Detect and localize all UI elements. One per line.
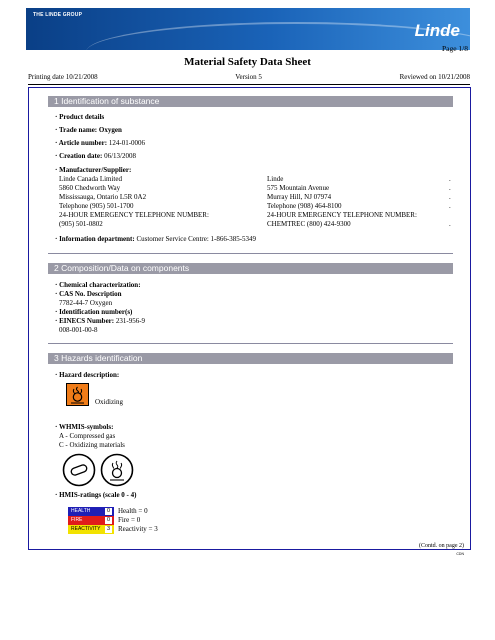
manufacturer-label: · Manufacturer/Supplier: [55, 166, 132, 174]
oxidizing-material-icon [100, 453, 134, 487]
document-title: Material Safety Data Sheet [184, 56, 311, 68]
trade-name-row [55, 126, 122, 134]
hmis-reactivity-box [68, 525, 114, 534]
hmis-reactivity-value: 3 [106, 526, 111, 532]
trade-name-label: · Trade name: [55, 126, 98, 134]
health-rating-text: Health = 0 [118, 507, 148, 515]
section-3-heading: 3 Hazards identification [48, 353, 453, 364]
identification-numbers: · Identification number(s) [55, 308, 133, 316]
manufacturer-left-line: 5860 Chedworth Way [59, 184, 121, 192]
whmis-a: A - Compressed gas [59, 432, 116, 440]
compressed-gas-icon [62, 453, 96, 487]
manufacturer-right-line: Telephone (908) 464-8100 [267, 202, 342, 210]
information-value: Customer Service Centre: 1-866-385-5349 [136, 235, 257, 243]
linde-logo: Linde [414, 21, 460, 40]
article-number-label: · Article number: [55, 139, 108, 147]
manufacturer-right-line: Linde [267, 175, 284, 183]
hmis-health-label: HEALTH [71, 508, 91, 514]
hmis-reactivity-label: REACTIVITY [71, 526, 101, 532]
margin-dot: . [449, 184, 451, 192]
index-number: 008-001-00-8 [59, 326, 98, 334]
oxidizing-label: Oxidizing [95, 398, 123, 406]
section-divider [48, 253, 453, 254]
manufacturer-left-line: (905) 501-0802 [59, 220, 103, 228]
hmis-fire-value: 0 [106, 517, 111, 523]
reactivity-rating-text: Reactivity = 3 [118, 525, 158, 533]
whmis-c: C - Oxidizing materials [59, 441, 125, 449]
creation-date-value: 06/13/2008 [104, 152, 136, 160]
country-code: CDN [456, 552, 464, 556]
creation-date-label: · Creation date: [55, 152, 103, 160]
continued-note: (Contd. on page 2) [419, 543, 464, 549]
manufacturer-left-line: Mississauga, Ontario L5R 0A2 [59, 193, 147, 201]
margin-dot: . [449, 175, 451, 183]
margin-dot: . [449, 193, 451, 201]
reviewed-date: Reviewed on 10/21/2008 [399, 73, 470, 81]
information-label: · Information department: [55, 235, 135, 243]
hmis-fire-box [68, 516, 114, 525]
hmis-fire-label: FIRE [71, 517, 83, 523]
einecs-label: · EINECS Number: [55, 317, 115, 325]
linde-banner [26, 8, 470, 50]
creation-date-row [55, 152, 136, 160]
manufacturer-right-line: CHEMTREC (800) 424-9300 [267, 220, 351, 228]
hazard-description-label: · Hazard description: [55, 371, 120, 379]
version: Version 5 [235, 73, 262, 81]
article-number-row [55, 139, 145, 147]
margin-dot: . [449, 202, 451, 210]
oxidizing-symbol-icon [66, 383, 89, 406]
hmis-health-value: 0 [106, 508, 111, 514]
manufacturer-right-line: 24-HOUR EMERGENCY TELEPHONE NUMBER: [267, 211, 417, 219]
section-2-heading: 2 Composition/Data on components [48, 263, 453, 274]
product-details: · Product details [55, 113, 105, 121]
hmis-health-box [68, 507, 114, 516]
printing-date: Printing date 10/21/2008 [28, 73, 98, 81]
trade-name-value: Oxygen [98, 126, 122, 134]
section-divider [48, 343, 453, 344]
hmis-ratings-label: · HMIS-ratings (scale 0 - 4) [55, 491, 137, 499]
fire-rating-text: Fire = 0 [118, 516, 141, 524]
information-row [55, 235, 256, 243]
meta-row [28, 73, 470, 81]
manufacturer-left-line: Telephone (905) 501-1700 [59, 202, 134, 210]
whmis-symbols-label: · WHMIS-symbols: [55, 423, 114, 431]
section-1-heading: 1 Identification of substance [48, 96, 453, 107]
manufacturer-left-line: Linde Canada Limited [59, 175, 122, 183]
manufacturer-right-line: 575 Mountain Avenue [267, 184, 330, 192]
manufacturer-right-line: Murray Hill, NJ 07974 [267, 193, 332, 201]
page-number: Page 1/8 [441, 44, 468, 53]
banner-swoosh [86, 22, 470, 50]
brand-group-text: THE LINDE GROUP [33, 12, 83, 18]
cas-value: 7782-44-7 Oxygen [59, 299, 113, 307]
manufacturer-left-line: 24-HOUR EMERGENCY TELEPHONE NUMBER: [59, 211, 209, 219]
article-number-value: 124-01-0006 [108, 139, 146, 147]
cas-description-label: · CAS No. Description [55, 290, 122, 298]
margin-dot: . [449, 220, 451, 228]
einecs-row [55, 317, 145, 325]
header-rule [28, 84, 470, 85]
chemical-characterization: · Chemical characterization: [55, 281, 141, 289]
einecs-value: 231-956-9 [115, 317, 146, 325]
